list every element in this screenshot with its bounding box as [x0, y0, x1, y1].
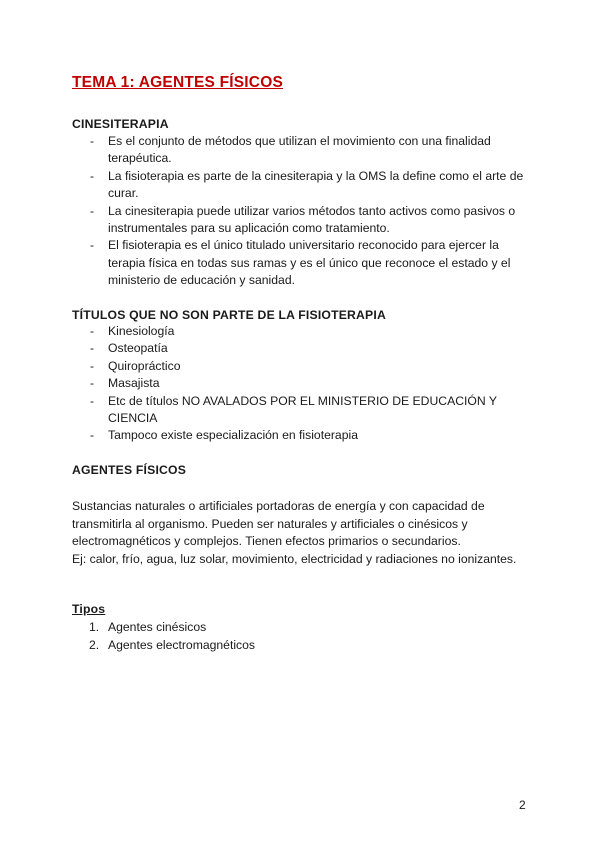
list-item: - Masajista [72, 375, 532, 392]
agentes-example: Ej: calor, frío, agua, luz solar, movimiento, electricidad y radiaciones no ionizantes. [72, 552, 517, 566]
section-heading-tipos: Tipos [72, 602, 106, 616]
list-item: - Tampoco existe especialización en fisioterapia [72, 427, 532, 444]
list-item [72, 619, 532, 637]
cinesiterapia-list [72, 133, 532, 290]
list-item: - La cinesiterapia puede utilizar varios métodos tanto activos como pasivos o instrumentales para su aplicación como tratamiento. [72, 203, 532, 238]
list-item: - Quiropráctico [72, 358, 532, 375]
list-item: - Osteopatía [72, 340, 532, 357]
list-item: - Etc de títulos NO AVALADOS POR EL MINISTERIO DE EDUCACIÓN Y CIENCIA [72, 393, 532, 428]
list-item: - Kinesiología [72, 323, 532, 340]
list-item-text: Agentes cinésicos [108, 620, 207, 634]
titulos-list [72, 323, 532, 445]
section-heading-titulos: TÍTULOS QUE NO SON PARTE DE LA FISIOTERAPIA [72, 308, 386, 322]
tipos-list [72, 619, 532, 655]
list-item: - El fisioterapia es el único titulado universitario reconocido para ejercer la terapia física en todas sus ramas y es el único que reconoce el estado y el ministerio de educación y sanidad. [72, 237, 532, 289]
section-heading-cinesiterapia: CINESITERAPIA [72, 117, 169, 131]
list-item [72, 637, 532, 655]
agentes-paragraph: Sustancias naturales o artificiales portadoras de energía y con capacidad de transmitirla al organismo. Pueden ser naturales y artificiales o cinésicos y electromagnéticos y complejos. Tienen efectos primarios o secundarios. [72, 499, 485, 549]
list-item: - Es el conjunto de métodos que utilizan el movimiento con una finalidad terapéutica. [72, 133, 532, 168]
section-heading-agentes: AGENTES FÍSICOS [72, 463, 187, 477]
page-number: 2 [519, 798, 526, 812]
list-item-text: Agentes electromagnéticos [108, 637, 256, 652]
list-number: 1. [89, 620, 100, 634]
list-item: - La fisioterapia es parte de la cinesiterapia y la OMS la define como el arte de curar. [72, 168, 532, 203]
page-title: TEMA 1: AGENTES FÍSICOS [72, 74, 283, 91]
list-number: 2. [89, 637, 100, 652]
